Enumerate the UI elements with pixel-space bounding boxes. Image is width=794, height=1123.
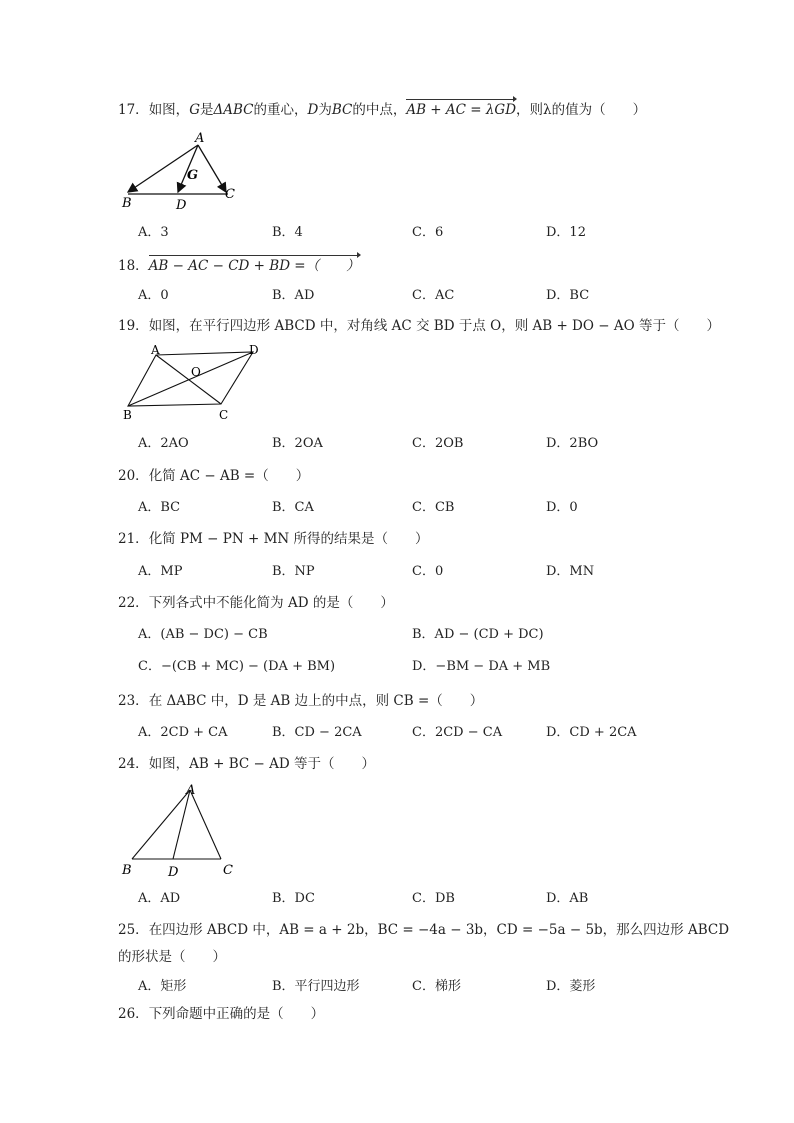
question-number: 25． <box>118 922 149 938</box>
option-b: B．NP <box>272 564 315 579</box>
question-number: 20． <box>118 468 149 484</box>
label-o: O <box>191 365 201 379</box>
option-b: B．平行四边形 <box>272 979 360 994</box>
option-d: D．BC <box>546 288 590 303</box>
option-a: A．BC <box>138 500 181 515</box>
label-c: C <box>223 863 233 878</box>
option-c: C．2OB <box>412 436 464 451</box>
label-b: B <box>123 408 132 422</box>
label-a: A <box>151 343 160 357</box>
figure-triangle-q24 <box>118 780 248 880</box>
figure-triangle-q17 <box>118 128 248 214</box>
option-a: A．(AB − DC) − CB <box>138 627 268 642</box>
question-stem: 化简 PM − PN + MN 所得的结果是（ ） <box>148 531 429 547</box>
segment-ac <box>190 790 221 859</box>
question-25-line2 <box>118 949 226 965</box>
option-row <box>546 225 586 241</box>
question-17: 17．如图，G是ΔABC的重心，D为BC的中点，AB + AC = λGD，则λ的值为（ ） <box>118 102 647 118</box>
question-number: 26． <box>118 1006 149 1022</box>
option-d: D．12 <box>546 225 586 240</box>
option-row <box>412 225 443 241</box>
option-d: D．MN <box>546 564 595 579</box>
question-number: 24． <box>118 756 149 772</box>
option-b: B．AD − (CD + DC) <box>412 627 544 642</box>
vector-ac <box>198 145 226 192</box>
label-g: G <box>187 168 199 183</box>
label-d: D <box>176 198 187 213</box>
option-a: A．2CD + CA <box>138 725 228 740</box>
option-c: C．CB <box>412 500 455 515</box>
figure-parallelogram-q19 <box>118 342 278 424</box>
label-a: A <box>195 131 205 146</box>
question-stem: 下列各式中不能化简为 AD 的是（ ） <box>148 595 394 611</box>
label-c: C <box>219 408 229 422</box>
vector-expression: AB + AC = λGD <box>406 102 517 118</box>
question-20 <box>118 468 309 484</box>
option-b: B．2OA <box>272 436 323 451</box>
question-stem-line2: 的形状是（ ） <box>118 949 226 965</box>
option-c: C．梯形 <box>412 979 461 994</box>
question-number: 17． <box>118 102 149 118</box>
question-18 <box>118 256 360 274</box>
option-d: D．菱形 <box>546 979 596 994</box>
question-stem: 下列命题中正确的是（ ） <box>148 1006 325 1022</box>
option-a: A．矩形 <box>138 979 187 994</box>
option-d: D．0 <box>546 500 578 515</box>
question-stem-line1: 在四边形 ABCD 中，AB = a + 2b，BC = −4a − 3b，CD = −5a − 5b，那么四边形 ABCD <box>148 922 730 938</box>
label-c: C <box>225 187 235 202</box>
question-21 <box>118 531 429 547</box>
diagonal-bd <box>128 352 253 406</box>
question-24 <box>118 756 375 772</box>
option-d: D．AB <box>546 891 589 906</box>
option-d: D．−BM − DA + MB <box>412 659 551 674</box>
option-b: B．CD − 2CA <box>272 725 362 740</box>
question-26 <box>118 1006 324 1022</box>
question-stem: 化简 AC − AB =（ ） <box>148 468 310 484</box>
option-d: D．2BO <box>546 436 599 451</box>
option-d: D．CD + 2CA <box>546 725 637 740</box>
question-stem: AB − AC − CD + BD =（ ） <box>148 258 360 274</box>
question-number: 22． <box>118 595 149 611</box>
option-a: A．MP <box>138 564 183 579</box>
option-c: C．DB <box>412 891 455 906</box>
option-c: C．AC <box>412 288 455 303</box>
label-a: A <box>186 783 196 798</box>
label-b: B <box>122 863 132 878</box>
option-a: A．AD <box>138 891 181 906</box>
option-b: B．DC <box>272 891 315 906</box>
label-b: B <box>122 196 132 211</box>
option-a: A．3 <box>138 225 169 240</box>
label-d: D <box>168 865 179 880</box>
question-number: 21． <box>118 531 149 547</box>
option-a: A．0 <box>138 288 169 303</box>
question-stem: 在 ΔABC 中，D 是 AB 边上的中点，则 CB =（ ） <box>148 693 484 709</box>
question-25 <box>118 922 729 938</box>
option-b: B．AD <box>272 288 315 303</box>
question-number: 23． <box>118 693 149 709</box>
option-b: B．CA <box>272 500 314 515</box>
option-c: C．6 <box>412 225 444 240</box>
question-number: 18． <box>118 258 149 274</box>
question-19 <box>118 318 720 334</box>
question-stem: 如图，在平行四边形 ABCD 中，对角线 AC 交 BD 于点 O，则 AB + DO − AO 等于（ ） <box>148 318 720 334</box>
question-number: 19． <box>118 318 149 334</box>
option-row <box>138 225 169 241</box>
label-d: D <box>249 343 259 357</box>
option-c: C．−(CB + MC) − (DA + BM) <box>138 659 336 674</box>
option-row <box>272 225 303 241</box>
option-c: C．0 <box>412 564 444 579</box>
option-b: B．4 <box>272 225 303 240</box>
option-c: C．2CD − CA <box>412 725 503 740</box>
question-22 <box>118 595 394 611</box>
question-stem: 如图，AB + BC − AD 等于（ ） <box>148 756 376 772</box>
question-23 <box>118 693 483 709</box>
option-a: A．2AO <box>138 436 189 451</box>
